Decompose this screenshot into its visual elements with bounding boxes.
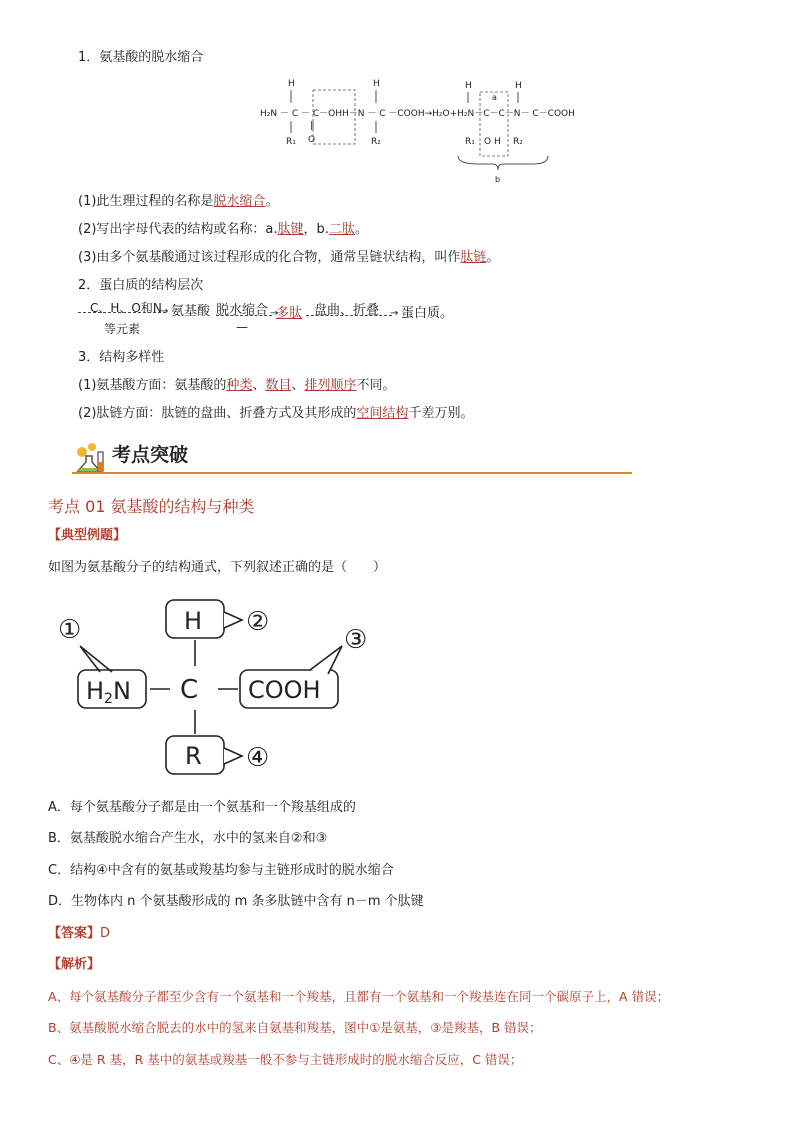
q2-line: (2)写出字母代表的结构或名称：a.肽键，b.二肽。 [78, 222, 368, 237]
label-2-icon: ② [246, 607, 270, 637]
option-b: B．氨基酸脱水缩合产生水，水中的氢来自②和③ [48, 831, 328, 846]
eq-h-top-1: H [288, 79, 295, 89]
hierarchy-dashed-line-3 [306, 315, 392, 316]
eq-h-top-4: H [515, 81, 522, 91]
kp01-title: 考点 01 氨基酸的结构与种类 [48, 497, 255, 516]
hierarchy-protein: 蛋白质。 [401, 306, 454, 321]
hierarchy-elements-bottom: 等元素 [104, 322, 141, 336]
question-text: 如图为氨基酸分子的结构通式，下列叙述正确的是（ ） [48, 560, 387, 575]
q3-line: (3)由多个氨基酸通过该过程形成的化合物，通常呈链状结构，叫作肽链。 [78, 250, 500, 265]
q2-answer-a: 肽键 [277, 222, 304, 237]
option-d: D．生物体内 n 个氨基酸形成的 m 条多肽链中含有 n－m 个肽键 [48, 894, 424, 909]
h-text: H [184, 607, 203, 635]
label-1-icon: ① [58, 615, 82, 645]
eq-o: O [308, 135, 316, 145]
section-3-title: 3．结构多样性 [78, 350, 165, 365]
eq-o-double: ‖ [310, 121, 315, 131]
analysis-label: 【解析】 [48, 957, 101, 972]
diversity-kind: 种类 [226, 378, 253, 393]
option-a: A．每个氨基酸分子都是由一个氨基和一个羧基组成的 [48, 800, 356, 815]
q1-line: (1)此生理过程的名称是脱水缩合。 [78, 194, 279, 209]
eq-h-top-2: H [373, 79, 380, 89]
q2-answer-b: 二肽 [328, 222, 355, 237]
arrow-2-icon: → [270, 308, 279, 319]
eq-h-top-3: H [465, 81, 472, 91]
section-1-title: 1．氨基酸的脱水缩合 [78, 50, 204, 65]
diversity-line-2: (2)肽链方面：肽链的盘曲、折叠方式及其形成的空间结构千差万别。 [78, 406, 474, 421]
hierarchy-elements-top: C、H、O和N [90, 301, 162, 315]
q1-answer: 脱水缩合 [213, 194, 266, 209]
eq-right-part: H－N － C －COOH→H₂O+H₂N－C－C－N－ C－COOH [342, 109, 575, 119]
q3-answer: 肽链 [460, 250, 487, 265]
hierarchy-step2-label: 盘曲、折叠 [314, 303, 380, 318]
analysis-c: C、④是 R 基，R 基中的氨基或羧基一般不参与主链形成时的脱水缩合反应，C 错误； [48, 1052, 523, 1067]
diversity-line-1: (1)氨基酸方面：氨基酸的种类、数目、排列顺序不同。 [78, 378, 396, 393]
r-text: R [185, 742, 202, 770]
flask-icon [72, 438, 108, 474]
breakthrough-divider [72, 472, 632, 474]
label-3-icon: ③ [344, 625, 368, 655]
answer-value: D [100, 926, 111, 941]
h2n-text: H2N [86, 677, 131, 707]
cooh-text: COOH [248, 676, 321, 704]
diversity-spatial: 空间结构 [356, 406, 409, 421]
eq-label-a: a [492, 93, 497, 102]
hierarchy-dash-bottom: — [236, 320, 248, 334]
amino-acid-structure-diagram [52, 594, 382, 794]
eq-r1: R₁ [286, 137, 296, 147]
answer-line [48, 924, 110, 944]
arrow-3-icon: → [390, 308, 399, 319]
eq-r2: R₂ [371, 137, 381, 147]
answer-label: 【答案】 [48, 926, 101, 941]
option-c: C．结构④中含有的氨基或羧基均参与主链形成时的脱水缩合 [48, 863, 394, 878]
hierarchy-step1-label: 脱水缩合 [216, 303, 269, 318]
label-4-icon: ④ [246, 743, 270, 773]
section-2-title: 2．蛋白质的结构层次 [78, 278, 204, 293]
arrow-1-icon: → [160, 306, 169, 317]
eq-r2-b: R₂ [513, 137, 523, 147]
breakthrough-title: 考点突破 [112, 444, 189, 466]
eq-r1-b: R₁ [465, 137, 475, 147]
eq-left-part: H₂N － C － C－OH [260, 109, 342, 119]
alpha-carbon: C [180, 675, 199, 705]
hierarchy-amino-acid: 氨基酸 [171, 304, 211, 319]
analysis-b: B、氨基酸脱水缩合脱去的水中的氢来自氨基和羧基，图中①是氨基，③是羧基，B 错误； [48, 1020, 542, 1035]
typical-example-tag: 【典型例题】 [48, 528, 127, 543]
dehydration-equation-diagram [258, 76, 578, 186]
eq-o-h: O H [484, 137, 501, 147]
eq-brace [458, 156, 548, 170]
eq-label-b: b [495, 175, 501, 184]
diversity-number: 数目 [265, 378, 292, 393]
analysis-a: A、每个氨基酸分子都至少含有一个氨基和一个羧基，且都有一个氨基和一个羧基连在同一个碳原子上，A 错误； [48, 989, 670, 1004]
hierarchy-polypeptide: 多肽 [276, 306, 303, 321]
hierarchy-dashed-line-1 [78, 312, 166, 313]
diversity-order: 排列顺序 [304, 378, 357, 393]
hierarchy-dashed-line-2 [216, 315, 272, 316]
